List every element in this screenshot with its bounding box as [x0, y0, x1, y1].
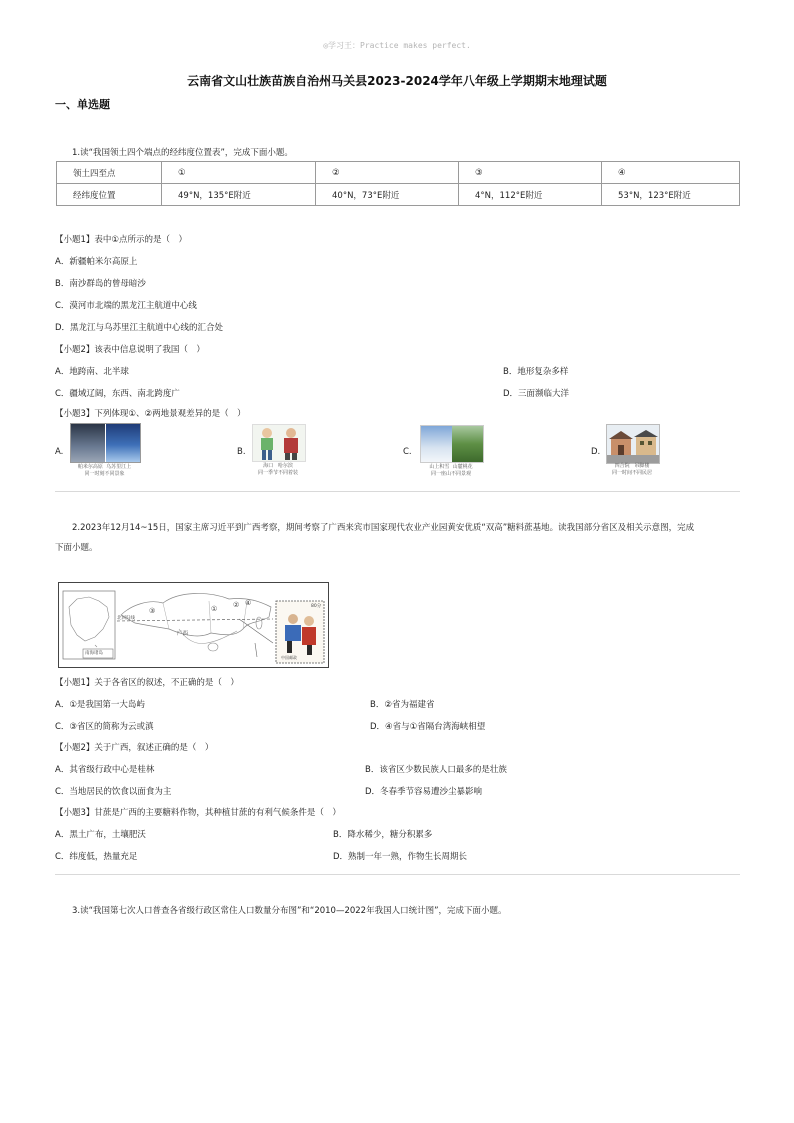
- stamp-value: 80分: [311, 604, 322, 609]
- moonlit-river-photo: [106, 424, 140, 462]
- table-cell: ④: [602, 162, 740, 184]
- option-d[interactable]: D．④省与①省隔台湾海峡相望: [370, 722, 486, 732]
- option-d-photo[interactable]: [606, 424, 660, 464]
- option-c[interactable]: C．③省区的简称为云或滇: [55, 722, 154, 732]
- table-cell: 经纬度位置: [57, 184, 162, 206]
- map-label-tropic: 北回归线: [117, 616, 135, 621]
- table-cell: 4°N，112°E附近: [459, 184, 602, 206]
- table-cell: 40°N，73°E附近: [316, 184, 459, 206]
- map-label-2: ②: [233, 601, 240, 609]
- night-sky-photo: [71, 424, 105, 462]
- stamp-text: 中国邮政: [281, 655, 297, 660]
- option-b[interactable]: B．南沙群岛的曾母暗沙: [55, 279, 146, 289]
- clothing-figures-icon: [253, 425, 305, 461]
- watermark: ◎学习王：Practice makes perfect.: [323, 41, 471, 50]
- option-b[interactable]: B．地形复杂多样: [503, 367, 569, 377]
- caption: 山上积雪 山麓桃花 同一座山不同景观: [429, 464, 473, 477]
- option-d-label[interactable]: D.: [591, 447, 601, 457]
- option-a-photo[interactable]: [70, 423, 141, 463]
- province-map: [58, 582, 329, 668]
- map-label-4: ④: [245, 599, 252, 607]
- caption: 四合院 吊脚楼 同一时间不同民居: [611, 463, 652, 476]
- option-c[interactable]: C．漠河市北端的黑龙江主航道中心线: [55, 301, 197, 311]
- option-d[interactable]: D．三面濒临大洋: [503, 389, 570, 399]
- option-d[interactable]: D．冬春季节容易遭沙尘暴影响: [365, 787, 483, 797]
- q1-sub3-stem: 【小题3】下列体现①、②两地景观差异的是（ ）: [55, 409, 246, 419]
- table-cell: 领土四至点: [57, 162, 162, 184]
- map-label-guangxi: 广西: [177, 631, 189, 637]
- option-a[interactable]: A．地跨南、北半球: [55, 367, 129, 377]
- map-label-3: ③: [149, 607, 156, 615]
- q1-sub1-stem: 【小题1】表中①点所示的是（ ）: [55, 235, 188, 245]
- option-c-label[interactable]: C.: [403, 447, 412, 457]
- page-title: 云南省文山壮族苗族自治州马关县2023-2024学年八年级上学期期末地理试题: [187, 74, 607, 88]
- option-a[interactable]: A．①是我国第一大岛屿: [55, 700, 145, 710]
- table-row: [57, 162, 740, 184]
- q2-sub2-stem: 【小题2】关于广西，叙述正确的是（ ）: [55, 743, 214, 753]
- caption: 海口 哈尔滨 同一季节不同着装: [257, 463, 298, 476]
- option-d[interactable]: D．黑龙江与乌苏里江主航道中心线的汇合处: [55, 323, 224, 333]
- coordinates-table: [56, 161, 740, 206]
- table-cell: 49°N，135°E附近: [162, 184, 316, 206]
- option-a[interactable]: A．黑土广布，土壤肥沃: [55, 830, 146, 840]
- section-heading: 一、单选题: [55, 98, 110, 111]
- table-cell: ②: [316, 162, 459, 184]
- option-b[interactable]: B．该省区少数民族人口最多的是壮族: [365, 765, 507, 775]
- option-c[interactable]: C．当地居民的饮食以面食为主: [55, 787, 172, 797]
- divider: [55, 874, 740, 875]
- option-a[interactable]: A．新疆帕米尔高原上: [55, 257, 138, 267]
- option-a[interactable]: A．其省级行政中心是桂林: [55, 765, 155, 775]
- table-cell: ①: [162, 162, 316, 184]
- caption: 帕米尔高原 乌苏里江上 同一时刻不同景象: [77, 464, 132, 477]
- q2-sub1-stem: 【小题1】关于各省区的叙述，不正确的是（ ）: [55, 678, 239, 688]
- q2-sub3-stem: 【小题3】甘蔗是广西的主要糖料作物，其种植甘蔗的有利气候条件是（ ）: [55, 808, 341, 818]
- map-label-1: ①: [211, 605, 218, 613]
- peach-blossom-photo: [452, 426, 483, 462]
- option-c[interactable]: C．疆域辽阔，东西、南北跨度广: [55, 389, 180, 399]
- option-a-label[interactable]: A.: [55, 447, 64, 457]
- option-c[interactable]: C．纬度低，热量充足: [55, 852, 138, 862]
- q3-stem: 3.读“我国第七次人口普查各省级行政区常住人口数量分布图”和“2010—2022年我国人口统计图”，完成下面小题。: [72, 906, 507, 916]
- snow-mountain-photo: [421, 426, 452, 462]
- houses-icon: [607, 425, 659, 463]
- option-b[interactable]: B．②省为福建省: [370, 700, 435, 710]
- option-d[interactable]: D．熟制一年一熟，作物生长周期长: [333, 852, 468, 862]
- map-label-south-sea: 南海诸岛: [85, 651, 103, 656]
- table-cell: 53°N，123°E附近: [602, 184, 740, 206]
- table-cell: ③: [459, 162, 602, 184]
- q2-stem-continued: 下面小题。: [55, 543, 98, 553]
- q1-stem: 1.读“我国领土四个端点的经纬度位置表”，完成下面小题。: [72, 148, 293, 158]
- option-b-photo[interactable]: [252, 424, 306, 462]
- option-b[interactable]: B．降水稀少，糖分积累多: [333, 830, 433, 840]
- q2-stem: 2.2023年12月14~15日，国家主席习近平到广西考察，期间考察了广西来宾市国家现代农业产业园黄安优质“双高”糖料蔗基地。读我国部分省区及相关示意图，完成: [72, 523, 695, 533]
- option-b-label[interactable]: B.: [237, 447, 246, 457]
- divider: [55, 491, 740, 492]
- option-c-photo[interactable]: [420, 425, 484, 463]
- table-row: [57, 184, 740, 206]
- q1-sub2-stem: 【小题2】该表中信息说明了我国（ ）: [55, 345, 205, 355]
